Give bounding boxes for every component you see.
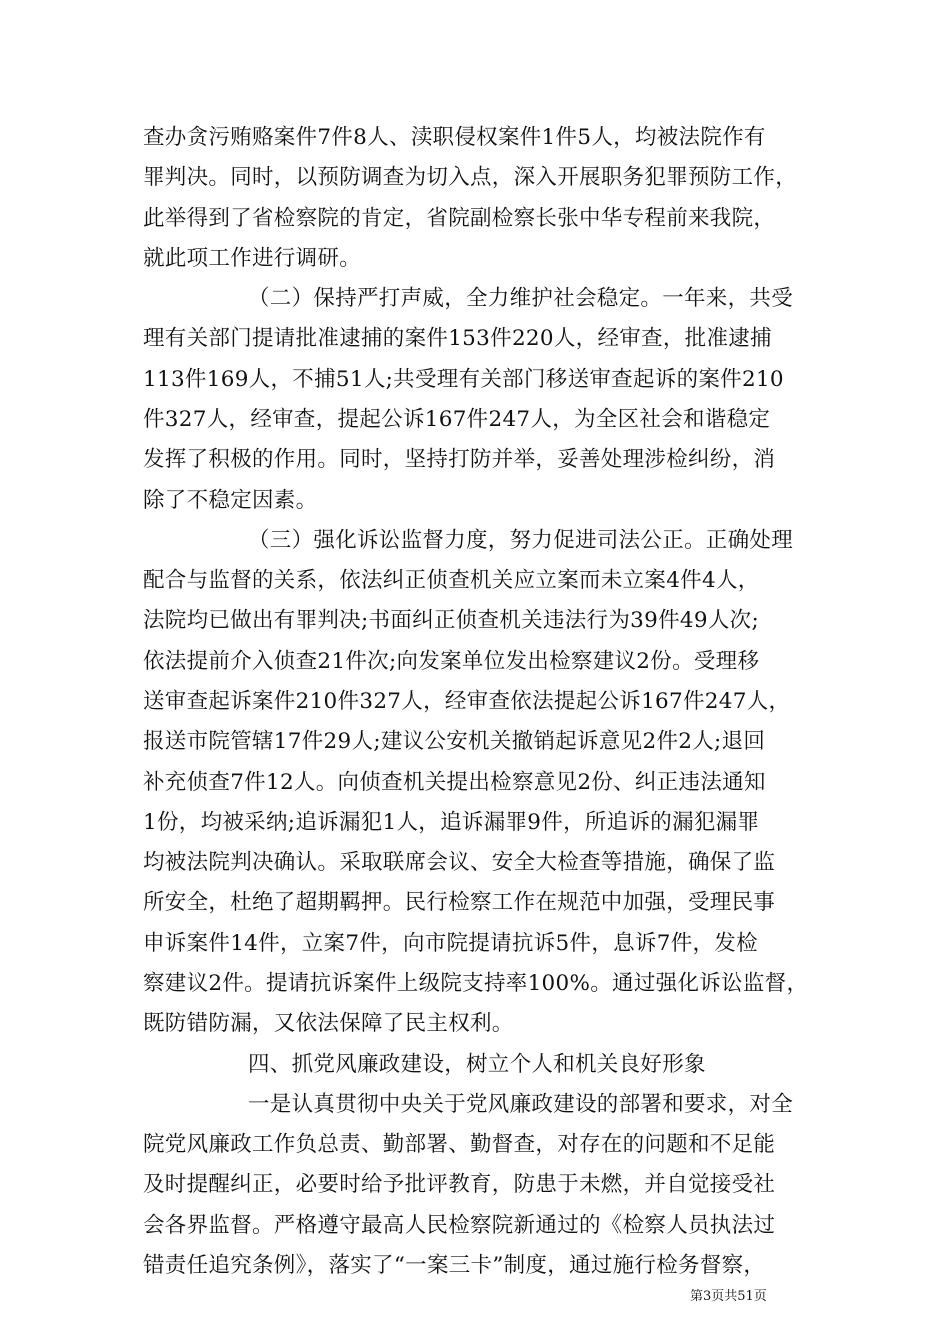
text-line: 均被法院判决确认。采取联席会议、安全大检查等措施，确保了监 [143, 850, 776, 875]
text-line: 申诉案件14件，立案7件，向市院提请抗诉5件，息诉7件，发检 [143, 931, 758, 956]
text-line: 件327人，经审查，提起公诉167件247人，为全区社会和谐稳定 [143, 407, 771, 432]
text-line: 除了不稳定因素。 [143, 488, 318, 513]
text-line: 1份，均被采纳;追诉漏犯1人，追诉漏罪9件，所追诉的漏犯漏罪 [143, 810, 760, 835]
text-line: 就此项工作进行调研。 [143, 246, 362, 271]
text-line: 发挥了积极的作用。同时，坚持打防并举，妥善处理涉检纠纷，消 [143, 447, 776, 472]
text-line: 113件169人，不捕51人;共受理有关部门移送审查起诉的案件210 [143, 367, 784, 392]
text-line: 一是认真贯彻中央关于党风廉政建设的部署和要求，对全 [248, 1092, 794, 1117]
section-heading: 四、抓党风廉政建设，树立个人和机关良好形象 [248, 1052, 706, 1077]
text-line: 会各界监督。严格遵守最高人民检察院新通过的《检察人员执法过 [143, 1213, 776, 1238]
text-line: （三）强化诉讼监督力度，努力促进司法公正。正确处理 [248, 528, 794, 553]
text-line: 理有关部门提请批准逮捕的案件153件220人，经审查，批准逮捕 [143, 326, 772, 351]
text-line: 院党风廉政工作负总责、勤部署、勤督查，对存在的问题和不足能 [143, 1132, 776, 1157]
text-line: 查办贪污贿赂案件7件8人、渎职侵权案件1件5人，均被法院作有 [143, 125, 766, 150]
text-line: 及时提醒纠正，必要时给予批评教育，防患于未燃，并自觉接受社 [143, 1172, 776, 1197]
text-line: 此举得到了省检察院的肯定，省院副检察长张中华专程前来我院， [143, 206, 776, 231]
text-line: 罪判决。同时，以预防调查为切入点，深入开展职务犯罪预防工作， [143, 165, 798, 190]
text-line: 既防错防漏，又依法保障了民主权利。 [143, 1011, 514, 1036]
text-line: 补充侦查7件12人。向侦查机关提出检察意见2份、纠正违法通知 [143, 770, 766, 795]
text-line: 依法提前介入侦查21件次;向发案单位发出检察建议2份。受理移 [143, 649, 760, 674]
text-line: 所安全，杜绝了超期羁押。民行检察工作在规范中加强，受理民事 [143, 890, 776, 915]
text-line: 错责任追究条例》，落实了“一案三卡”制度，通过施行检务督察， [143, 1253, 766, 1278]
text-line: 察建议2件。提请抗诉案件上级院支持率100%。通过强化诉讼监督， [143, 971, 809, 996]
text-line: 法院均已做出有罪判决;书面纠正侦查机关违法行为39件49人次; [143, 608, 760, 633]
text-line: 报送市院管辖17件29人;建议公安机关撤销起诉意见2件2人;退回 [143, 729, 766, 754]
text-line: 送审查起诉案件210件327人，经审查依法提起公诉167件247人， [143, 689, 791, 714]
text-line: 配合与监督的关系，依法纠正侦查机关应立案而未立案4件4人， [143, 568, 760, 593]
page-number: 第3页共51页 [690, 1289, 767, 1304]
text-line: （二）保持严打声威，全力维护社会稳定。一年来，共受 [248, 286, 794, 311]
